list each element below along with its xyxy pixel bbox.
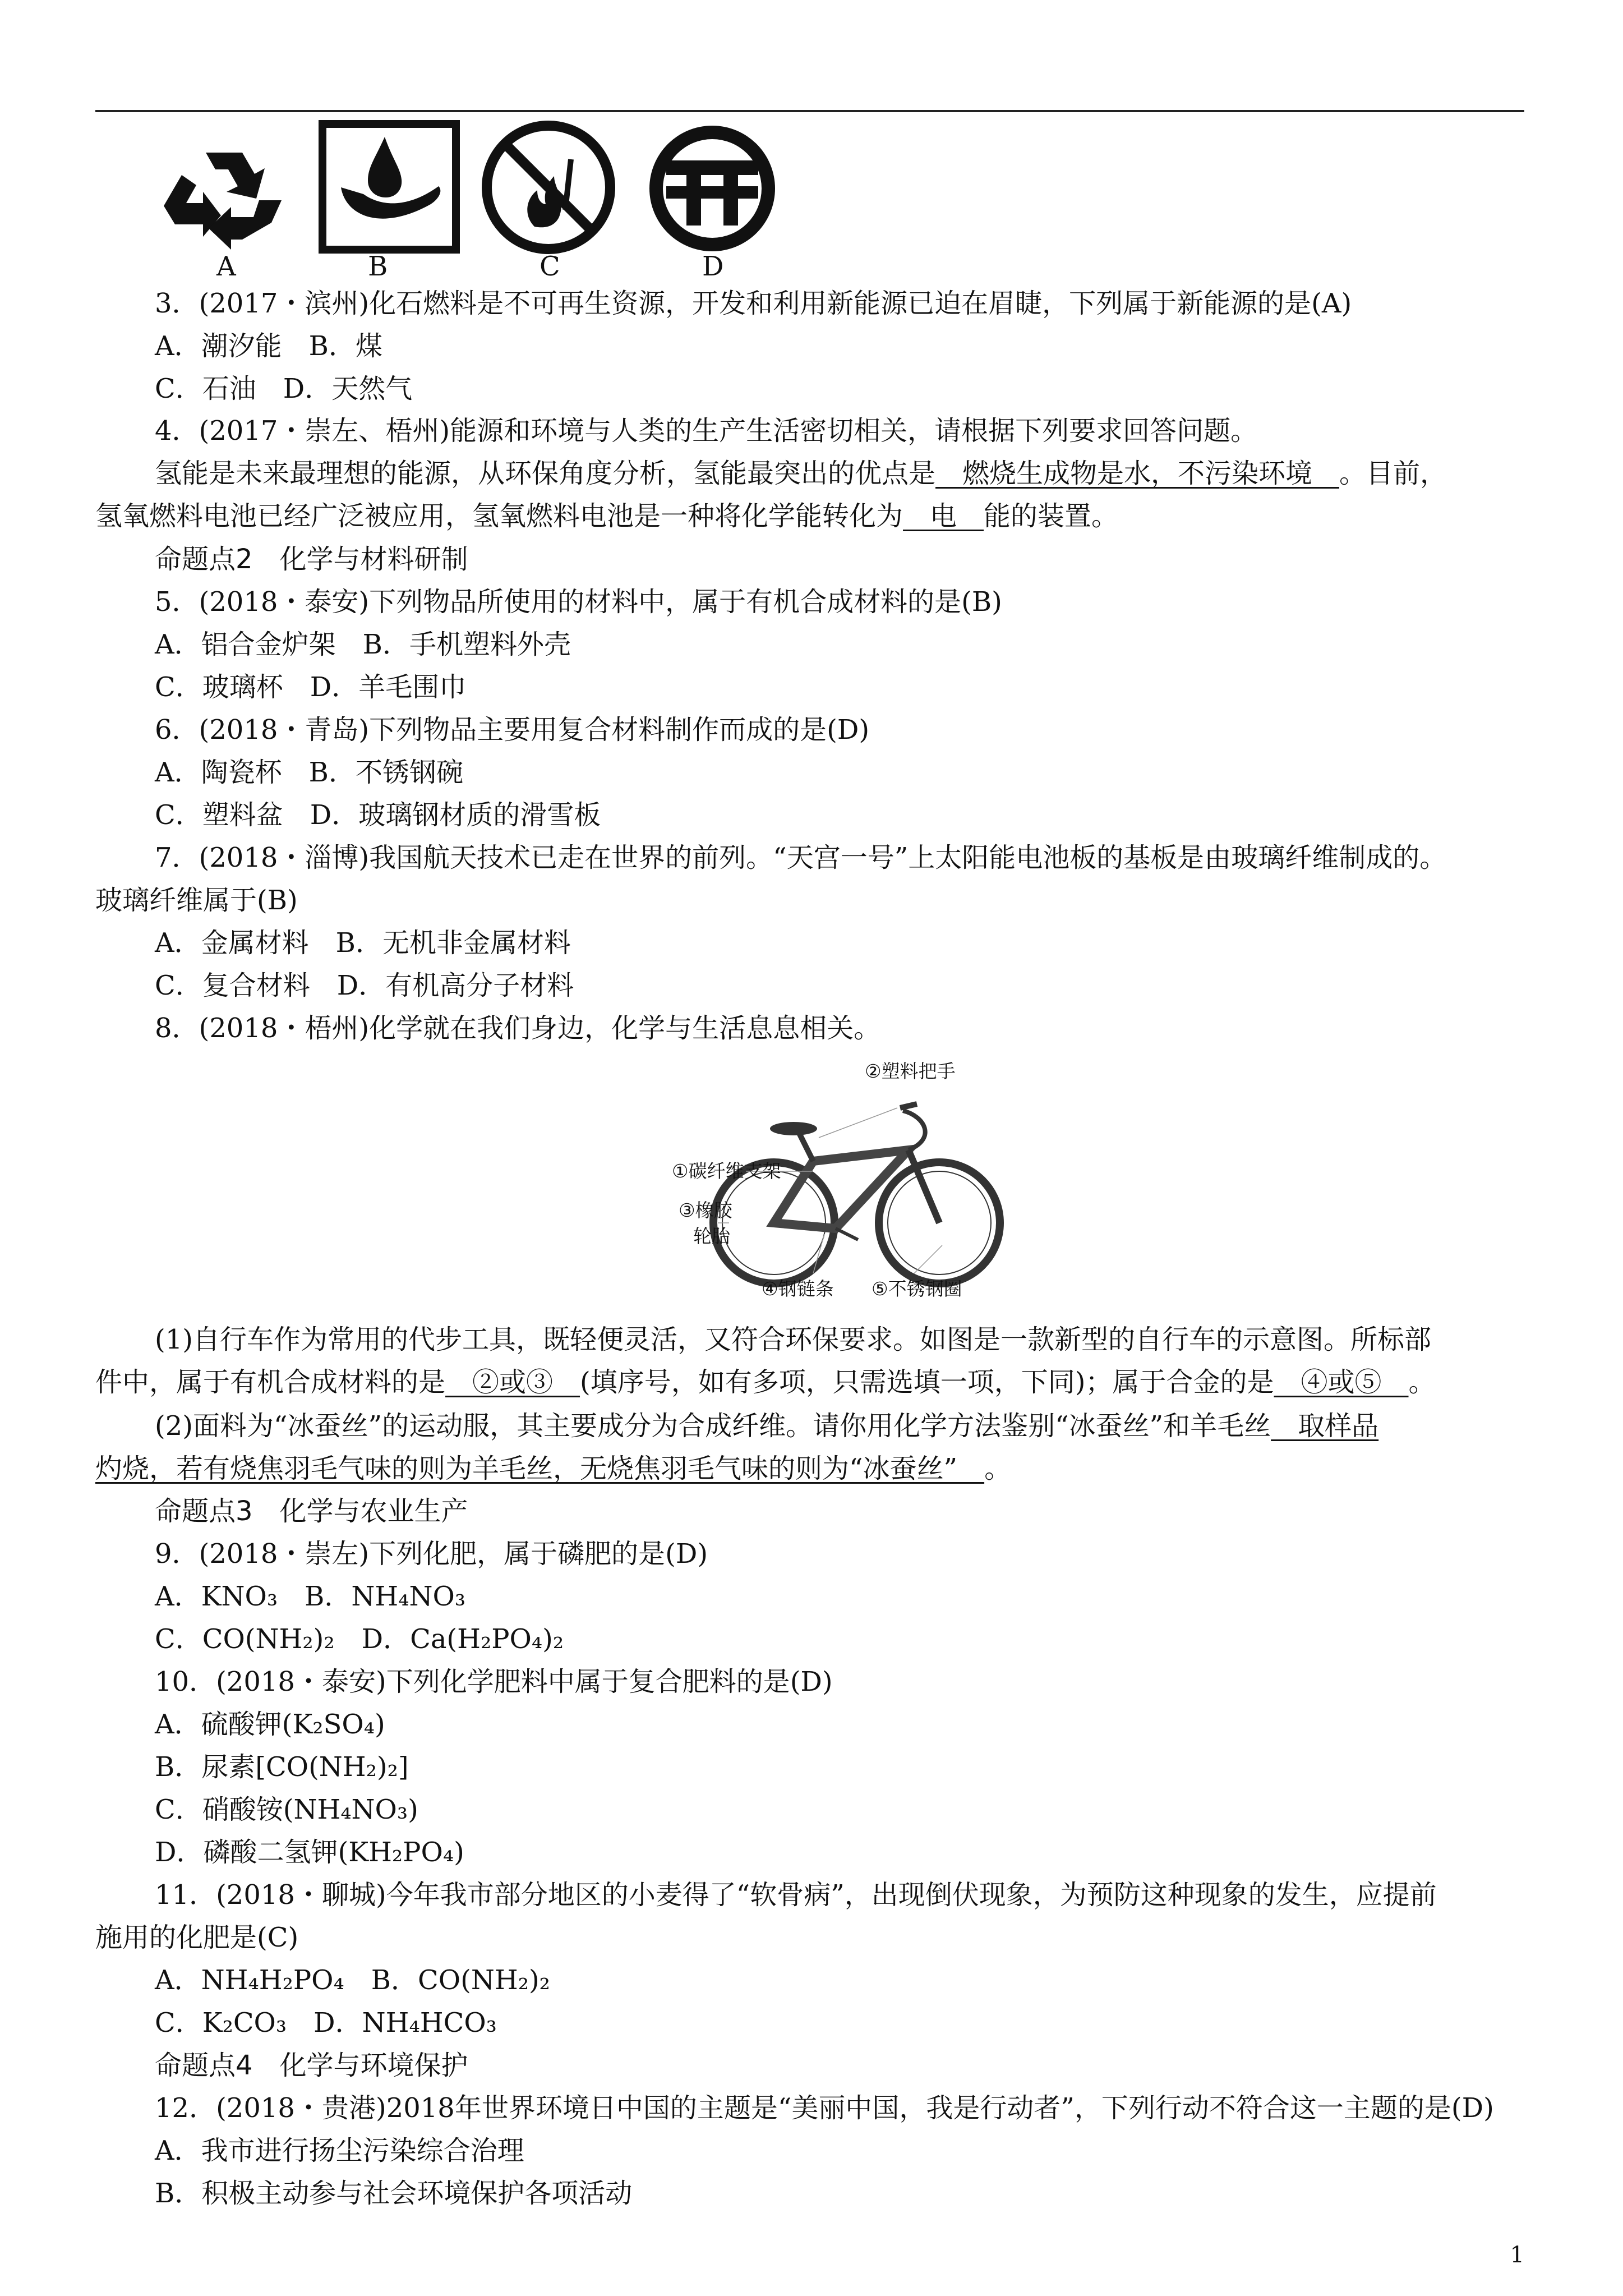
bike-label-rubber: ③橡胶 [679,1199,732,1221]
q8-sub2-line1 [155,1409,1378,1443]
q4-answer-2: 电 [903,500,984,532]
bike-label-stainless-rim: ⑤不锈钢圈 [872,1278,962,1300]
q4-stem: 4．(2017・崇左、梧州)能源和环境与人类的生产生活密切相关，请根据下列要求回答问题。 [155,415,1258,447]
q9-options-ab: A．KNO₃ B．NH₄NO₃ [155,1581,466,1612]
q8-answer-3: 取样品 [1271,1410,1379,1442]
water-drop-icon [319,120,460,254]
q12-stem: 12．(2018・贵港)2018年世界环境日中国的主题是“美丽中国，我是行动者”，下列行动不符合这一主题的是(D) [155,2092,1494,2124]
header-rule [95,110,1524,112]
bike-label-carbon-frame: ①碳纤维支架 [672,1160,781,1182]
q11-stem: 11．(2018・聊城)今年我市部分地区的小麦得了“软骨病”，出现倒伏现象，为预防这种现象的发生，应提前 [155,1879,1437,1911]
q10-stem: 10．(2018・泰安)下列化学肥料中属于复合肥料的是(D) [155,1666,833,1697]
q4-paragraph-line1 [155,457,1447,490]
q8-stem: 8．(2018・梧州)化学就在我们身边，化学与生活息息相关。 [155,1013,881,1044]
icon-label-d: D [702,251,724,282]
q3-options-ab: A．潮汐能 B．煤 [155,330,382,362]
q8-sub1-line2 [95,1365,1436,1399]
bike-label-plastic-handle: ②塑料把手 [865,1060,956,1082]
bike-label-tire: 轮胎 [693,1225,730,1247]
page-number: 1 [1510,2242,1524,2268]
bike-label-steel-chain: ④钢链条 [762,1278,834,1300]
icon-label-b: B [368,251,388,282]
icon-label-a: A [216,251,236,282]
q4-text: 。目前， [1339,458,1447,489]
q4-text: 氢能是未来最理想的能源，从环保角度分析，氢能最突出的优点是 [155,458,936,489]
icon-label-c: C [540,251,560,282]
section-heading-4: 命题点4 化学与环境保护 [155,2050,468,2081]
q6-options-ab: A．陶瓷杯 B．不锈钢碗 [155,757,463,788]
q12-option-b: B．积极主动参与社会环境保护各项活动 [155,2178,633,2209]
section-heading-2: 命题点2 化学与材料研制 [155,544,468,575]
q8-text: (填序号，如有多项，只需选填一项，下同)；属于合金的是 [580,1366,1274,1398]
q11-options-ab: A．NH₄H₂PO₄ B．CO(NH₂)₂ [155,1964,550,1996]
q5-options-ab: A．铝合金炉架 B．手机塑料外壳 [155,629,571,660]
q12-option-a: A．我市进行扬尘污染综合治理 [155,2135,524,2166]
q10-option-b: B．尿素[CO(NH₂)₂] [155,1751,409,1783]
q8-sub1-line1: (1)自行车作为常用的代步工具，既轻便灵活，又符合环保要求。如图是一款新型的自行车的示意图。所标部 [155,1324,1431,1355]
q8-answer-2: ④或⑤ [1274,1366,1409,1398]
q10-option-a: A．硫酸钾(K₂SO₄) [155,1709,385,1740]
q8-text: 。 [1408,1366,1436,1398]
q4-text: 能的装置。 [984,500,1119,532]
q9-options-cd: C．CO(NH₂)₂ D．Ca(H₂PO₄)₂ [155,1623,564,1655]
q10-option-d: D．磷酸二氢钾(KH₂PO₄) [155,1837,464,1868]
q7-stem-cont: 玻璃纤维属于(B) [95,885,298,916]
no-fire-icon [481,120,616,255]
q9-stem: 9．(2018・崇左)下列化肥，属于磷肥的是(D) [155,1538,708,1570]
q6-stem: 6．(2018・青岛)下列物品主要用复合材料制作而成的是(D) [155,714,870,746]
q11-stem-cont: 施用的化肥是(C) [95,1922,299,1953]
q11-options-cd: C．K₂CO₃ D．NH₄HCO₃ [155,2007,497,2039]
q7-options-ab: A．金属材料 B．无机非金属材料 [155,927,571,959]
q3-options-cd: C．石油 D．天然气 [155,373,413,404]
q5-stem: 5．(2018・泰安)下列物品所使用的材料中，属于有机合成材料的是(B) [155,586,1002,618]
q4-text: 氢氧燃料电池已经广泛被应用，氢氧燃料电池是一种将化学能转化为 [95,500,903,532]
q3-stem: 3．(2017・滨州)化石燃料是不可再生资源，开发和利用新能源已迫在眉睫，下列属于新能源的是(A) [155,288,1352,319]
q8-answer-1: ②或③ [445,1366,580,1398]
recycle-icon [153,147,295,254]
section-heading-3: 命题点3 化学与农业生产 [155,1496,468,1527]
q5-options-cd: C．玻璃杯 D．羊毛围巾 [155,671,467,703]
q8-answer-3-cont: 灼烧，若有烧焦羽毛气味的则为羊毛丝，无烧焦羽毛气味的则为“冰蚕丝” [95,1453,985,1484]
energy-saving-icon [644,120,781,257]
q7-options-cd: C．复合材料 D．有机高分子材料 [155,970,574,1001]
q6-options-cd: C．塑料盆 D．玻璃钢材质的滑雪板 [155,799,601,831]
q8-text: 。 [984,1453,1012,1484]
q4-answer-1: 燃烧生成物是水，不污染环境 [935,458,1340,489]
q8-text: (2)面料为“冰蚕丝”的运动服，其主要成分为合成纤维。请你用化学方法鉴别“冰蚕丝”和羊毛丝 [155,1410,1271,1442]
q7-stem: 7．(2018・淄博)我国航天技术已走在世界的前列。“天宫一号”上太阳能电池板的基板是由玻璃纤维制成的。 [155,842,1447,873]
q8-text: 件中，属于有机合成材料的是 [95,1366,446,1398]
q10-option-c: C．硝酸铵(NH₄NO₃) [155,1794,418,1825]
q4-paragraph-line2 [95,499,1118,533]
q8-sub2-line2 [95,1452,1011,1485]
